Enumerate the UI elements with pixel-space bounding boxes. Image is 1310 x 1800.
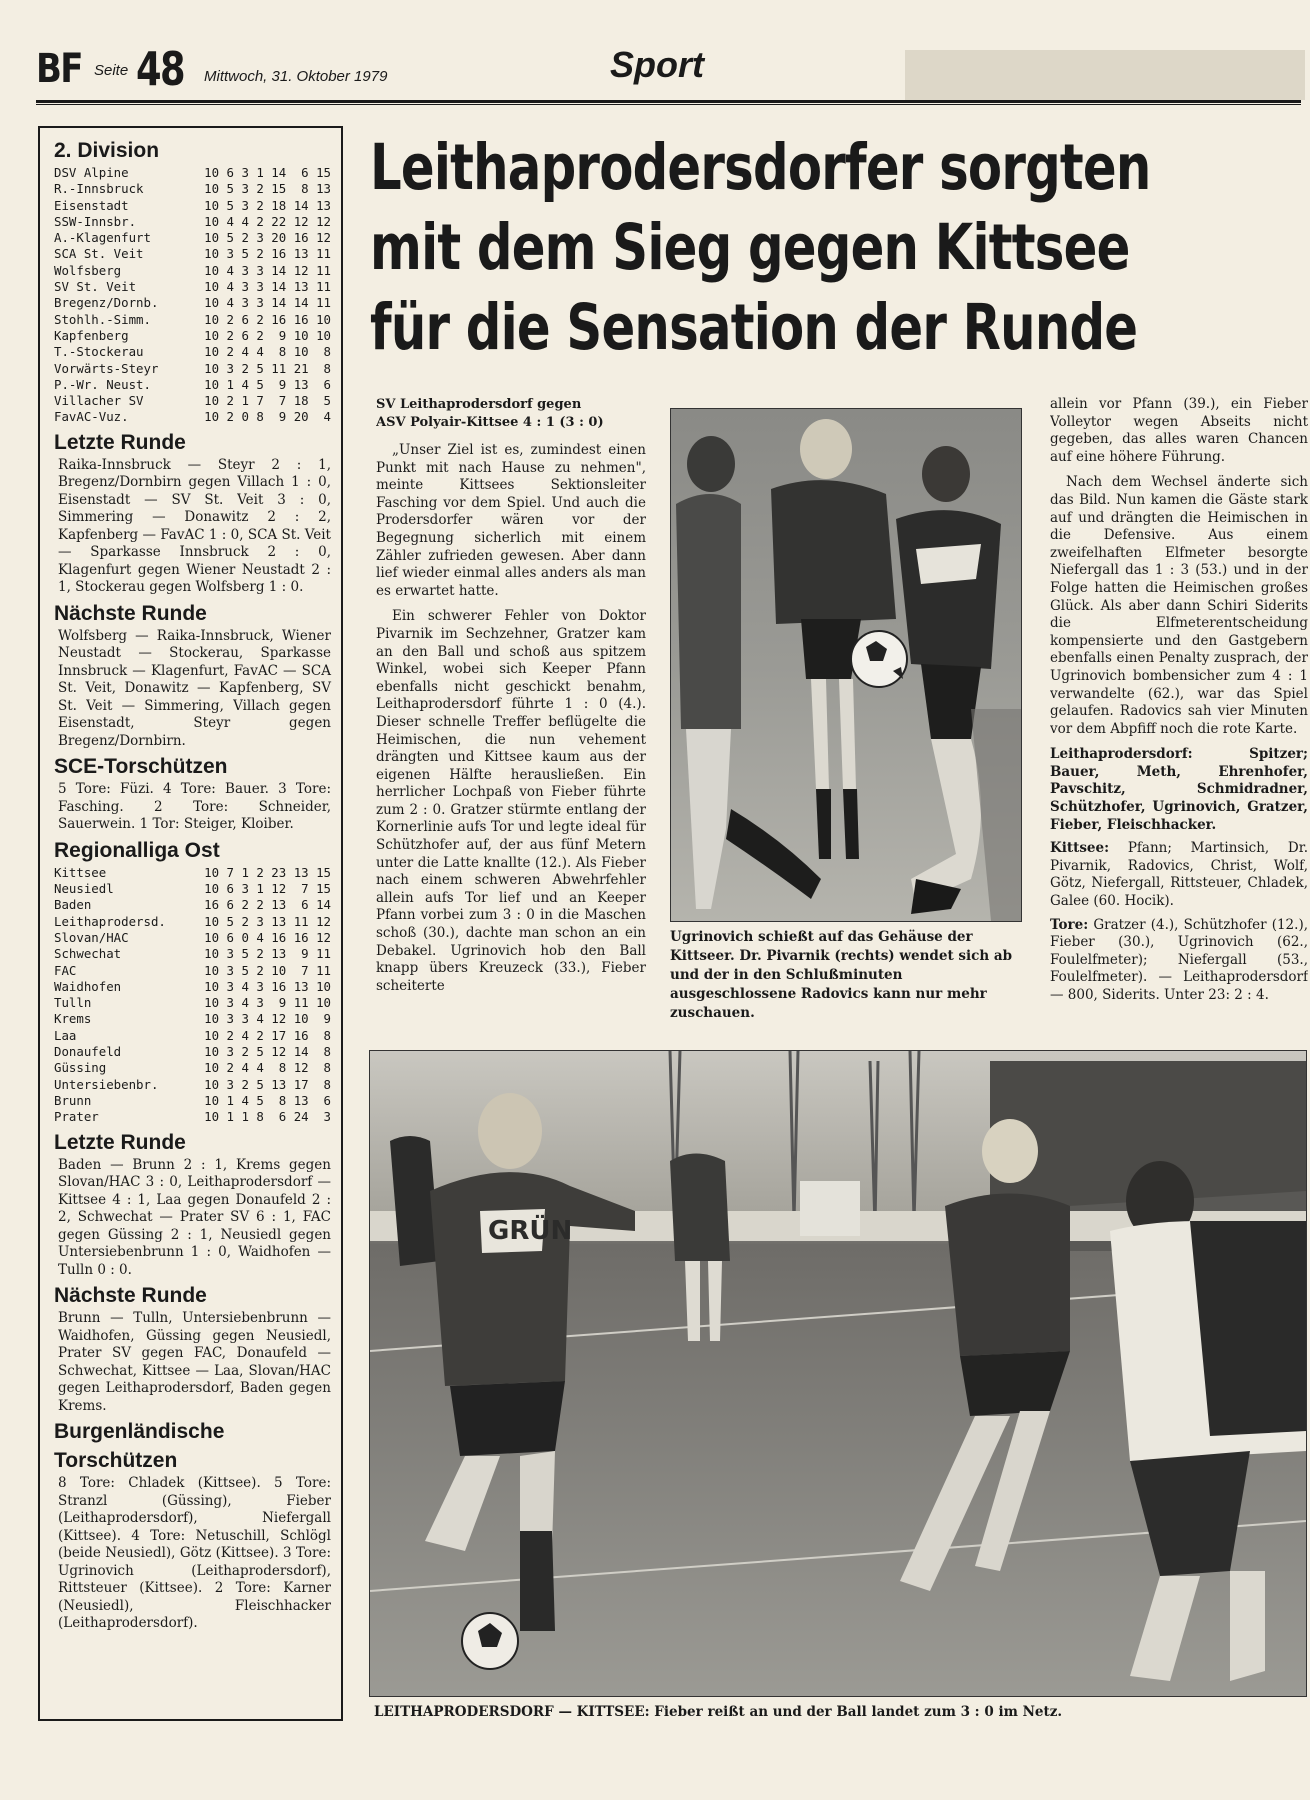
match-photo-top-image xyxy=(671,409,1021,921)
regional-row xyxy=(54,995,331,1011)
division-team: Villacher SV xyxy=(54,393,144,409)
regional-team: Untersiebenbr. xyxy=(54,1076,159,1092)
division-team: FavAC-Vuz. xyxy=(54,409,129,425)
match-photo-bottom-image xyxy=(370,1051,1306,1696)
division-row xyxy=(54,361,331,377)
division-team: Stohlh.-Simm. xyxy=(54,311,151,327)
regional-stats: 10 1 4 5 8 13 6 xyxy=(204,1092,331,1108)
regional-stats: 10 6 0 4 16 16 12 xyxy=(204,929,331,945)
regional-team: Slovan/HAC xyxy=(54,929,129,945)
regional-last-results: Baden — Brunn 2 : 1, Krems gegen Slovan/HAC 3 : 0, Leithaprodersdorf — Kittsee 4 : 1, Laa gegen Donaufeld 2 : 2, Schwechat — Prater SV 6 : 1, FAC gegen Güssing 2 : 1, Neusiedl gegen Untersiebenbrunn 1 : 0, Waidhofen — Tulln 0 : 0. xyxy=(58,1156,331,1278)
goal-summary-text: Gratzer (4.), Schützhofer (12.), Fieber (30.), Ugrinovich (62., Foulelfmeter); Niefergall (53., Foulelfmeter). — Leithaprodersdorf — 800, Siderits. Unter 23: 2 : 4. xyxy=(1050,916,1308,1003)
division-team: Kapfenberg xyxy=(54,327,129,343)
division-stats: 10 4 4 2 22 12 12 xyxy=(204,213,331,229)
division-next-heading: Nächste Runde xyxy=(54,601,207,625)
burgen-heading-2: Torschützen xyxy=(54,1449,178,1472)
division-team: R.-Innsbruck xyxy=(54,181,144,197)
regional-stats: 10 2 4 2 17 16 8 xyxy=(204,1027,331,1043)
division-row xyxy=(54,263,331,279)
photo-caption-bottom: LEITHAPRODERSDORF — KITTSEE: Fieber reißt an und der Ball landet zum 3 : 0 im Netz. xyxy=(374,1704,1063,1720)
division-heading: 2. Division xyxy=(54,139,160,162)
division-stats: 10 2 6 2 9 10 10 xyxy=(204,327,331,343)
jersey-lettering: GRÜN xyxy=(488,1216,573,1246)
regional-team: Prater xyxy=(54,1109,99,1125)
masthead-rule xyxy=(36,100,1301,103)
division-team: DSV Alpine xyxy=(54,165,129,180)
regional-stats: 10 3 2 5 12 14 8 xyxy=(204,1044,331,1060)
division-stats: 10 3 5 2 16 13 11 xyxy=(204,246,331,262)
division-stats: 10 2 4 4 8 10 8 xyxy=(204,344,331,360)
regional-next-heading: Nächste Runde xyxy=(54,1284,207,1307)
sce-scorers: 5 Tore: Füzi. 4 Tore: Bauer. 3 Tore: Fasching. 2 Tore: Schneider, Sauerwein. 1 Tor: Steiger, Kloiber. xyxy=(58,781,331,833)
division-stats: 10 4 3 3 14 12 11 xyxy=(204,262,331,278)
match-photo-top xyxy=(670,408,1022,922)
division-row xyxy=(54,328,331,344)
division-stats: 10 2 0 8 9 20 4 xyxy=(204,409,331,425)
division-stats: 10 4 3 3 14 13 11 xyxy=(204,279,331,295)
regional-stats: 10 3 3 4 12 10 9 xyxy=(204,1011,331,1027)
regional-team: Neusiedl xyxy=(54,881,114,897)
regional-stats: 16 6 2 2 13 6 14 xyxy=(204,897,331,913)
issue-date: Mittwoch, 31. Oktober 1979 xyxy=(204,68,388,85)
masthead-rule-thin xyxy=(36,104,1301,105)
division-row xyxy=(54,409,331,425)
division-team: Bregenz/Dornb. xyxy=(54,295,159,311)
regional-row xyxy=(54,865,331,881)
division-row xyxy=(54,344,331,360)
standings-sidebar xyxy=(38,126,343,1721)
regional-team: Krems xyxy=(54,1011,92,1027)
lineup-home xyxy=(1050,746,1308,834)
division-stats: 10 4 3 3 14 14 11 xyxy=(204,295,331,311)
article-paragraph-1: „Unser Ziel ist es, zumindest einen Punkt mit nach Hause zu nehmen", meinte Kittsees Sektionsleiter Fasching vor dem Spiel. Und auch die Prodersdorfer wären vor der Begegnung sicherlich mit einem Zähler zufrieden gewesen. Aber dann lief wieder einmal alles anders als man es erwartet hatte. xyxy=(376,442,646,599)
regional-row xyxy=(54,897,331,913)
regional-stats: 10 2 4 4 8 12 8 xyxy=(204,1060,331,1076)
division-team: P.-Wr. Neust. xyxy=(54,376,151,392)
regional-team: FAC xyxy=(54,962,77,978)
article-lead-line-1: SV Leithaprodersdorf gegen xyxy=(376,397,582,412)
regional-row xyxy=(54,1077,331,1093)
division-row xyxy=(54,230,331,246)
lineup-home-label: Leithaprodersdorf: xyxy=(1050,746,1193,763)
division-row xyxy=(54,295,331,311)
division-team: A.-Klagenfurt xyxy=(54,230,151,246)
regional-row xyxy=(54,1109,331,1125)
division-last-heading: Letzte Runde xyxy=(54,430,186,454)
regional-team: Schwechat xyxy=(54,946,122,962)
headline-line-3: für die Sensation der Runde xyxy=(370,291,1138,364)
division-team: T.-Stockerau xyxy=(54,344,144,360)
article-column-1 xyxy=(376,396,646,1036)
goal-summary-label: Tore: xyxy=(1050,916,1089,933)
regional-row xyxy=(54,1060,331,1076)
lineup-home-players: Spitzer; Bauer, Meth, Ehrenhofer, Pavschitz, Schmidradner, Schützhofer, Ugrinovich, Gratzer, Fieber, Fleischhacker. xyxy=(1050,746,1308,833)
regional-team: Laa xyxy=(54,1027,77,1043)
masthead xyxy=(36,40,1301,102)
regional-row xyxy=(54,946,331,962)
lineup-away-label: Kittsee: xyxy=(1050,840,1110,857)
article-lead xyxy=(376,396,646,432)
regional-team: Tulln xyxy=(54,995,92,1011)
division-stats: 10 5 3 2 18 14 13 xyxy=(204,197,331,213)
burgen-scorers: 8 Tore: Chladek (Kittsee). 5 Tore: Stranzl (Güssing), Fieber (Leithaprodersdorf), Niefergall (Kittsee). 4 Tore: Netuschill, Schlögl (beide Neusiedl), Götz (Kittsee). 3 Tore: Ugrinovich (Leithaprodersdorf), Rittsteuer (Kittsee). 2 Tore: Karner (Neusiedl), Fleischhacker (Leithaprodersdorf). xyxy=(58,1475,331,1631)
division-table xyxy=(54,165,331,426)
regional-row xyxy=(54,1044,331,1060)
division-row xyxy=(54,279,331,295)
regional-team: Waidhofen xyxy=(54,978,122,994)
photo-caption-top: Ugrinovich schießt auf das Gehäuse der Kittseer. Dr. Pivarnik (rechts) wendet sich ab und der in den Schlußminuten ausgeschlossene Radovics kann nur mehr zuschauen. xyxy=(670,929,1013,1021)
regional-team: Güssing xyxy=(54,1060,107,1076)
division-stats: 10 6 3 1 14 6 15 xyxy=(204,165,331,180)
regional-stats: 10 5 2 3 13 11 12 xyxy=(204,913,331,929)
sce-scorers-heading: SCE-Torschützen xyxy=(54,755,228,779)
division-stats: 10 5 3 2 15 8 13 xyxy=(204,181,331,197)
division-team: Wolfsberg xyxy=(54,262,122,278)
regional-row xyxy=(54,1011,331,1027)
regional-stats: 10 3 4 3 9 11 10 xyxy=(204,995,331,1011)
article-lead-line-2: ASV Polyair-Kittsee 4 : 1 (3 : 0) xyxy=(376,415,604,430)
article-paragraph-2: Ein schwerer Fehler von Doktor Pivarnik im Sechzehner, Gratzer kam an den Ball und schoß aus spitzem Winkel, wobei sich Keeper Pfann ebenfalls nicht geschickt benahm, Leithaprodersdorf führte 1 : 0 (4.). Dieser schnelle Treffer beflügelte die Heimischen, die nun vehement drängten und Kittsee kaum aus der eigenen Hälfte herausließen. Ein herrlicher Lochpaß von Fieber führte zum 2 : 0. Gratzer stürmte entlang der Kornerlinie aufs Tor und legte ideal für Schützhofer auf, der aus fünf Metern unter die Latte knallte (12.). Als Fieber nach einem schweren Abwehrfehler allein aufs Tor lief und an Keeper Pfann vorbei zum 3 : 0 in die Maschen schoß (30.), dachte man schon an ein Debakel. Ugrinovich hob den Ball knapp übers Kreuzeck (33.), Fieber scheiterte xyxy=(376,608,646,994)
headline-line-1: Leithaprodersdorfer sorgten xyxy=(370,131,1151,204)
page-number: 48 xyxy=(136,42,185,96)
regional-team: Donaufeld xyxy=(54,1044,122,1060)
regional-team: Leithaprodersd. xyxy=(54,913,166,929)
division-row xyxy=(54,377,331,393)
division-team: SV St. Veit xyxy=(54,279,137,295)
regional-team: Baden xyxy=(54,897,92,913)
division-stats: 10 5 2 3 20 16 12 xyxy=(204,230,331,246)
regional-team: Brunn xyxy=(54,1092,92,1108)
match-photo-bottom xyxy=(369,1050,1307,1697)
regional-next-fixtures: Brunn — Tulln, Untersiebenbrunn — Waidhofen, Güssing gegen Neusiedl, Prater SV gegen FAC, Donaufeld — Schwechat, Kittsee — Laa, Slovan/HAC gegen Leithaprodersdorf, Baden gegen Krems. xyxy=(58,1310,331,1414)
regional-stats: 10 3 4 3 16 13 10 xyxy=(204,978,331,994)
division-row xyxy=(54,393,331,409)
headline xyxy=(370,128,1310,368)
newspaper-logo: BF xyxy=(36,46,82,92)
division-stats: 10 2 1 7 7 18 5 xyxy=(204,393,331,409)
article-column-3 xyxy=(1050,396,1308,1036)
division-row xyxy=(54,165,331,181)
division-stats: 10 3 2 5 11 21 8 xyxy=(204,360,331,376)
division-team: Vorwärts-Steyr xyxy=(54,360,159,376)
regional-stats: 10 3 5 2 10 7 11 xyxy=(204,962,331,978)
regional-table xyxy=(54,865,331,1126)
headline-line-2: mit dem Sieg gegen Kittsee xyxy=(370,211,1130,284)
division-row xyxy=(54,312,331,328)
goal-summary xyxy=(1050,917,1308,1005)
regional-team: Kittsee xyxy=(54,864,107,880)
regional-stats: 10 3 5 2 13 9 11 xyxy=(204,946,331,962)
division-row xyxy=(54,198,331,214)
page-label: Seite xyxy=(94,62,129,79)
article-paragraph-4: Nach dem Wechsel änderte sich das Bild. Nun kamen die Gäste stark auf und drängten die Heimischen in die Defensive. Aus einem zweifelhaften Elfmeter besorgte Niefergall das 1 : 3 (53.) und in der Folge hatten die Heimischen großes Glück. Als aber dann Schiri Siderits die Elfmeterentscheidung kompensierte und den Gastgebern ebenfalls einen Penalty zusprach, der Ugrinovich bombensicher zum 4 : 1 verwandelte (62.), war das Spiel gelaufen. Radovics sah vier Minuten vor dem Abpfiff noch die rote Karte. xyxy=(1050,474,1308,737)
division-stats: 10 1 4 5 9 13 6 xyxy=(204,376,331,392)
division-team: Eisenstadt xyxy=(54,197,129,213)
lineup-away-players: Pfann; Martinsich, Dr. Pivarnik, Radovics, Christ, Wolf, Götz, Niefergall, Rittsteuer, Chladek, Galee (60. Hocik). xyxy=(1050,840,1308,910)
division-next-fixtures: Wolfsberg — Raika-Innsbruck, Wiener Neustadt — Stockerau, Sparkasse Innsbruck — Klagenfurt, FavAC — SCA St. Veit, Donawitz — Kapfenberg, SV St. Veit — Simmering, Villach gegen Eisenstadt, Steyr gegen Bregenz/Dornbirn. xyxy=(58,627,331,749)
section-title: Sport xyxy=(610,44,704,85)
regional-row xyxy=(54,930,331,946)
regional-row xyxy=(54,979,331,995)
regional-row xyxy=(54,1028,331,1044)
division-stats: 10 2 6 2 16 16 10 xyxy=(204,311,331,327)
division-row xyxy=(54,181,331,197)
regional-row xyxy=(54,881,331,897)
division-team: SSW-Innsbr. xyxy=(54,213,137,229)
regional-last-heading: Letzte Runde xyxy=(54,1130,186,1154)
burgen-heading-1: Burgenländische xyxy=(54,1420,225,1443)
regional-stats: 10 6 3 1 12 7 15 xyxy=(204,881,331,897)
regional-stats: 10 3 2 5 13 17 8 xyxy=(204,1076,331,1092)
lineup-away xyxy=(1050,840,1308,910)
division-row xyxy=(54,246,331,262)
regional-stats: 10 7 1 2 23 13 15 xyxy=(204,864,331,880)
article-paragraph-3: allein vor Pfann (39.), ein Fieber Volleytor wegen Abseits nicht gegeben, das alles waren Chancen auf eine höhere Führung. xyxy=(1050,396,1308,465)
regional-row xyxy=(54,963,331,979)
division-last-results: Raika-Innsbruck — Steyr 2 : 1, Bregenz/Dornbirn gegen Villach 1 : 0, Eisenstadt — SV St. Veit 3 : 0, Simmering — Donawitz 2 : 2, Kapfenberg — FavAC 1 : 0, SCA St. Veit — Sparkasse Innsbruck 2 : 0, Klagenfurt gegen Wiener Neustadt 2 : 1, Stockerau gegen Wolfsberg 1 : 0. xyxy=(58,456,331,596)
regional-stats: 10 1 1 8 6 24 3 xyxy=(204,1109,331,1125)
regional-row xyxy=(54,1093,331,1109)
division-row xyxy=(54,214,331,230)
division-team: SCA St. Veit xyxy=(54,246,144,262)
regional-row xyxy=(54,914,331,930)
regional-heading: Regionalliga Ost xyxy=(54,838,220,862)
